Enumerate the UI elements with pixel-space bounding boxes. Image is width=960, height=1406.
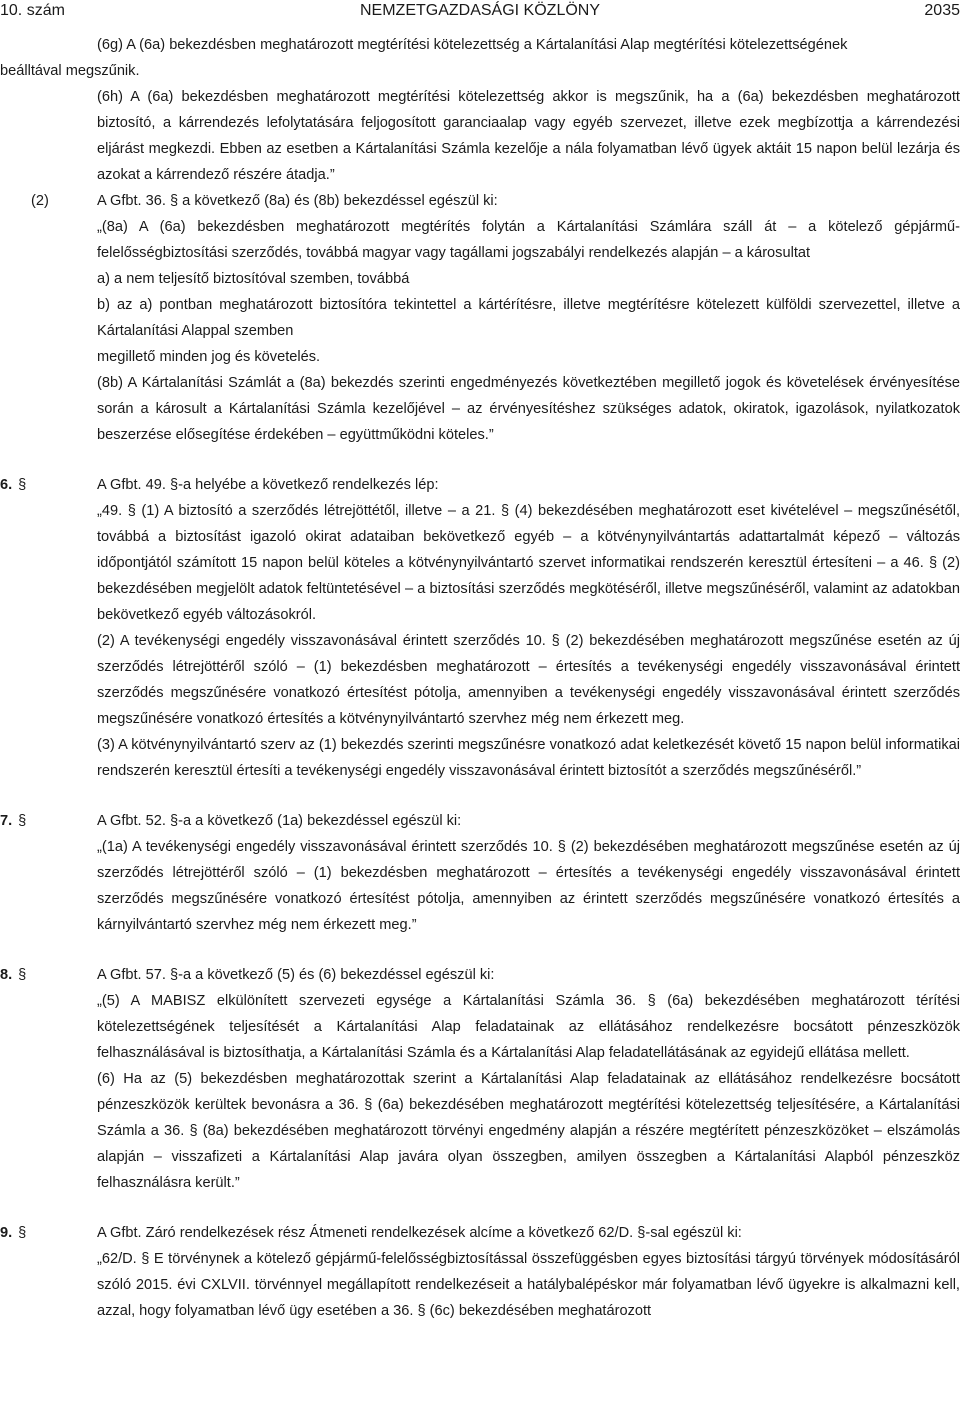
paragraph-6g-cont: beálltával megszűnik. [0,63,140,79]
issue-number: 10. szám [0,2,65,19]
section-number: 8. § [0,967,27,983]
section-8 [0,962,960,988]
paragraph-52-1a: „(1a) A tevékenységi engedély visszavonásával érintett szerződés 10. § (2) bekezdésében meghatározott megszűnése esetén az új szerződés létrejöttéről szóló – (1) bekezdésben meghatározott – értesítés a tevékenységi engedély visszavonásával érintett szerződés megszűnésére vonatkozó értesítést pótolja, amennyiben az érintett szerződés megszűnésére vonatkozó értesítés a kárnyilvántartó szervhez még nem érkezett meg.” [97,839,960,933]
paragraph-62d: „62/D. § E törvénynek a kötelező gépjármű-felelősségbiztosítással összefüggésben egyes biztosítási tárgyú törvények módosításáról szóló 2015. évi CXLVII. törvénnyel megállapított rendelkezéseit a hatálybalépéskor már folyamatban lévő ügyekre is alkalmazni kell, azzal, hogy folyamatban lévő ügy esetében a 36. § (6c) bekezdésében meghatározott [97,1251,960,1319]
document-body [0,32,960,1324]
section-number: 6. § [0,477,27,493]
subsection-text: A Gfbt. 36. § a következő (8a) és (8b) bekezdéssel egészül ki: [97,193,498,209]
journal-title: NEMZETGAZDASÁGI KÖZLÖNY [359,2,601,19]
section-text: A Gfbt. 52. §-a a következő (1a) bekezdéssel egészül ki: [97,813,462,829]
section-7 [0,808,960,834]
paragraph-8a-point-a: a) a nem teljesítő biztosítóval szemben, továbbá [97,271,410,287]
section-number: 7. § [0,813,27,829]
section-text: A Gfbt. Záró rendelkezések rész Átmeneti rendelkezések alcíme a következő 62/D. §-sal egészül ki: [97,1225,742,1241]
section-text: A Gfbt. 49. §-a helyébe a következő rendelkezés lép: [97,477,439,493]
subsection-2 [0,188,960,214]
section-number: 9. § [0,1225,27,1241]
section-text: A Gfbt. 57. §-a a következő (5) és (6) bekezdéssel egészül ki: [97,967,495,983]
section-6 [0,472,960,498]
paragraph-49-1: „49. § (1) A biztosító a szerződés létrejöttétől, illetve – a 21. § (4) bekezdésében meghatározott eset kivételével – megszűnésétől, továbbá a biztosítást igazoló okirat adataiban bekövetkező egyéb – a kötvénynyilvántartás adattartalmát képező – változás időpontjától számított 15 napon belül köteles a kötvénynyilvántartó szervet informatikai rendszerén keresztül értesíteni – a 46. § (2) bekezdésében megjelölt adatok feltüntetésével – a biztosítási szerződés megkötéséről, illetve megszűnéséről, valamint az adatokban bekövetkező egyéb változásokról. [97,503,960,623]
page-number: 2035 [924,2,960,19]
paragraph-57-5: „(5) A MABISZ elkülönített szervezeti egysége a Kártalanítási Számla 36. § (6a) bekezdésében meghatározott térítési kötelezettségének teljesítését a Kártalanítási Alap feladatainak az ellátásához rendelkezésre bocsátott pénzeszközök felhasználásával is biztosíthatja, a Kártalanítási Számla és a Kártalanítási Alap feladatellátásának az egyidejű ellátása mellett. [97,993,960,1061]
paragraph-8a: „(8a) A (6a) bekezdésben meghatározott megtérítés folytán a Kártalanítási Számlára száll át – a kötelező gépjármű-felelősségbiztosítási szerződés, továbbá magyar vagy tagállami jogszabályi rendelkezés alapján – a károsultat [97,219,960,261]
paragraph-8a-point-b: b) az a) pontban meghatározott biztosítóra tekintettel a kártérítésre, illetve megtérítésre kötelezett külföldi szervezettel, illetve a Kártalanítási Alappal szemben [97,297,960,339]
section-9 [0,1220,960,1246]
paragraph-8a-end: megillető minden jog és követelés. [97,349,321,365]
page-header [0,0,960,28]
subsection-number: (2) [31,193,49,209]
paragraph-8b: (8b) A Kártalanítási Számlát a (8a) bekezdés szerinti engedményezés következtében megillető jogok és követelések érvényesítése során a károsult a Kártalanítási Számla kezelőjével – az érvényesítéshez szükséges adatok, okiratok, igazolások, nyilatkozatok beszerzése elősegítése érdekében – együttműködni köteles.” [97,375,960,443]
paragraph-6h: (6h) A (6a) bekezdésben meghatározott megtérítési kötelezettség akkor is megszűnik, ha a (6a) bekezdésben meghatározott biztosító, a kárrendezés lefolytatására feljogosított garanciaalap vagy egyéb szervezet, illetve ezek megbízottja a kárrendezési eljárást megkezdi. Ebben az esetben a Kártalanítási Számla kezelője a nála folyamatban lévő ügyek aktáit 15 napon belül lezárja és azokat a kárrendező részére átadja.” [97,89,960,183]
paragraph-6g: (6g) A (6a) bekezdésben meghatározott megtérítési kötelezettség a Kártalanítási Alap megtérítési kötelezettségének [97,37,848,53]
paragraph-49-2: (2) A tevékenységi engedély visszavonásával érintett szerződés 10. § (2) bekezdésében meghatározott megszűnése esetén az új szerződés létrejöttéről szóló – (1) bekezdésben meghatározott – értesítés a tevékenységi engedély visszavonásával érintett szerződés megszűnésére vonatkozó értesítést pótolja, amennyiben a tevékenységi engedély visszavonásával érintett szerződés megszűnésére vonatkozó értesítés a kötvénynyilvántartó szervhez még nem érkezett meg. [97,633,960,727]
paragraph-57-6: (6) Ha az (5) bekezdésben meghatározottak szerint a Kártalanítási Alap feladatainak az ellátásához rendelkezésre bocsátott pénzeszközök kerültek bevonásra a 36. § (6a) bekezdésében meghatározott megtérítési kötelezettség teljesítésére, a Kártalanítási Számla a 36. § (8a) bekezdésében meghatározott törvényi engedmény alapján a részére megtérített pénzeszközöket – elszámolás alapján – visszafizeti a Kártalanítási Alap javára olyan összegben, amilyen összegben a Kártalanítási Alapból pénzeszköz felhasználásra került.” [97,1071,960,1191]
paragraph-49-3: (3) A kötvénynyilvántartó szerv az (1) bekezdés szerinti megszűnésre vonatkozó adat keletkezését követő 15 napon belül informatikai rendszerén keresztül értesíti a tevékenységi engedély visszavonásával érintett biztosítót a szerződés megszűnéséről.” [97,737,960,779]
